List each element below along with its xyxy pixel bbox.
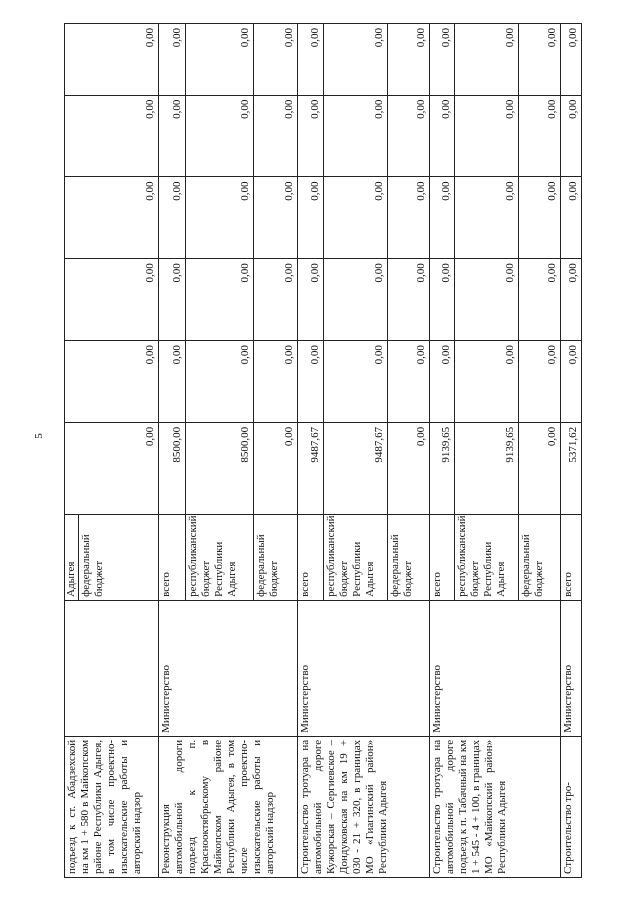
amount-cell: 0,00 (159, 259, 186, 341)
amount-cell: 0,00 (298, 24, 324, 96)
amount-cell: 0,00 (387, 341, 429, 423)
amount-cell: 0,00 (65, 24, 159, 96)
amount-cell: 0,00 (159, 341, 186, 423)
table-row (429, 24, 455, 878)
amount-cell: 8500,00 (159, 422, 186, 514)
amount-cell: 0,00 (455, 259, 519, 341)
amount-cell: 0,00 (254, 341, 298, 423)
funding-source-cell: федеральный бюджет (387, 514, 429, 600)
table-row (298, 24, 324, 878)
amount-cell: 0,00 (65, 422, 159, 514)
funding-source-cell: республиканский бюджет Республики Адыгея (186, 514, 254, 600)
amount-cell: 0,00 (455, 24, 519, 96)
amount-cell: 0,00 (429, 24, 455, 96)
amount-cell: 0,00 (159, 95, 186, 177)
funding-source-cell: всего (429, 514, 455, 600)
amount-cell: 0,00 (65, 341, 159, 423)
table-row (65, 24, 159, 878)
amount-cell: 0,00 (65, 95, 159, 177)
page-number: 5 (32, 433, 45, 439)
amount-cell: 0,00 (519, 177, 561, 259)
amount-cell: 0,00 (324, 341, 388, 423)
amount-cell: 0,00 (298, 177, 324, 259)
amount-cell: 0,00 (159, 24, 186, 96)
funding-source-cell (65, 514, 159, 600)
amount-cell: 0,00 (298, 259, 324, 341)
executor-cell (65, 600, 159, 736)
amount-cell: 0,00 (560, 95, 581, 177)
amount-cell: 0,00 (186, 24, 254, 96)
table-row (560, 24, 581, 878)
executor-cell: Министерство (429, 600, 560, 736)
funding-source-cell: республиканский бюджет Республики Адыгея (455, 514, 519, 600)
amount-cell: 0,00 (519, 95, 561, 177)
amount-cell: 0,00 (298, 341, 324, 423)
amount-cell: 0,00 (519, 24, 561, 96)
amount-cell: 0,00 (254, 177, 298, 259)
amount-cell: 0,00 (560, 177, 581, 259)
amount-cell: 0,00 (519, 341, 561, 423)
event-name-cell: Строительство тро- (560, 736, 581, 877)
amount-cell: 0,00 (429, 177, 455, 259)
amount-cell: 0,00 (455, 177, 519, 259)
amount-cell: 8500,00 (186, 422, 254, 514)
amount-cell: 0,00 (65, 259, 159, 341)
amount-cell: 0,00 (560, 259, 581, 341)
amount-cell: 9487,67 (324, 422, 388, 514)
amount-cell: 0,00 (429, 341, 455, 423)
amount-cell: 0,00 (65, 177, 159, 259)
amount-cell: 0,00 (455, 95, 519, 177)
amount-cell: 0,00 (324, 24, 388, 96)
amount-cell: 0,00 (429, 95, 455, 177)
amount-cell: 0,00 (387, 422, 429, 514)
amount-cell: 0,00 (324, 259, 388, 341)
budget-table (64, 23, 582, 878)
executor-cell: Министерство (298, 600, 429, 736)
amount-cell: 9139,65 (455, 422, 519, 514)
amount-cell: 9487,67 (298, 422, 324, 514)
funding-source-cell: всего (159, 514, 186, 600)
amount-cell: 0,00 (186, 341, 254, 423)
event-name-cell: Строительство тротуара на автомобильной дороге подъезд к п. Табачный на км 1 + 545 - 4 + 100, в границах МО «Майкопский район» Республики Адыгея (429, 736, 560, 877)
amount-cell: 0,00 (324, 177, 388, 259)
event-name-cell: подъезд к ст. Абадзехской на км 1 + 580 в Майкопском районе Республики Адыгея, в том числе проектно-изыскательские работы и авторский надзор (65, 736, 159, 877)
amount-cell: 0,00 (324, 95, 388, 177)
funding-source-cell: всего (298, 514, 324, 600)
amount-cell: 0,00 (254, 259, 298, 341)
amount-cell: 0,00 (186, 95, 254, 177)
funding-source-label: федеральный бюджет (80, 534, 105, 597)
funding-source-continued: Адыгея (65, 515, 79, 600)
amount-cell: 0,00 (387, 24, 429, 96)
funding-source-cell: всего (560, 514, 581, 600)
amount-cell: 0,00 (159, 177, 186, 259)
executor-cell: Министерство (560, 600, 581, 736)
amount-cell: 0,00 (519, 422, 561, 514)
amount-cell: 0,00 (254, 24, 298, 96)
executor-cell: Министерство (159, 600, 298, 736)
event-name-cell: Реконструкция автомобильной дороги подъезд к п. Краснооктябрьскому в Майкопском районе Республики Адыгея, в том числе проектно-изыскательские работы и авторский надзор (159, 736, 298, 877)
amount-cell: 0,00 (186, 259, 254, 341)
amount-cell: 5371,62 (560, 422, 581, 514)
amount-cell: 0,00 (254, 95, 298, 177)
amount-cell: 0,00 (455, 341, 519, 423)
amount-cell: 0,00 (387, 259, 429, 341)
amount-cell: 0,00 (560, 24, 581, 96)
amount-cell: 0,00 (387, 177, 429, 259)
amount-cell: 0,00 (560, 341, 581, 423)
amount-cell: 0,00 (298, 95, 324, 177)
table-row (159, 24, 186, 878)
amount-cell: 0,00 (429, 259, 455, 341)
amount-cell: 0,00 (387, 95, 429, 177)
amount-cell: 0,00 (254, 422, 298, 514)
rotated-table-container (64, 23, 582, 878)
amount-cell: 0,00 (519, 259, 561, 341)
funding-source-cell: федеральный бюджет (519, 514, 561, 600)
amount-cell: 9139,65 (429, 422, 455, 514)
amount-cell: 0,00 (186, 177, 254, 259)
funding-source-cell: федеральный бюджет (254, 514, 298, 600)
budget-table-body (65, 24, 582, 878)
funding-source-cell: республиканский бюджет Республики Адыгея (324, 514, 388, 600)
event-name-cell: Строительство тротуара на автомобильной дороге Кужорская – Сергиевское – Дондуковская на км 19 + 030 - 21 + 320, в границах МО «Гиагинский район» Республики Адыгея (298, 736, 429, 877)
